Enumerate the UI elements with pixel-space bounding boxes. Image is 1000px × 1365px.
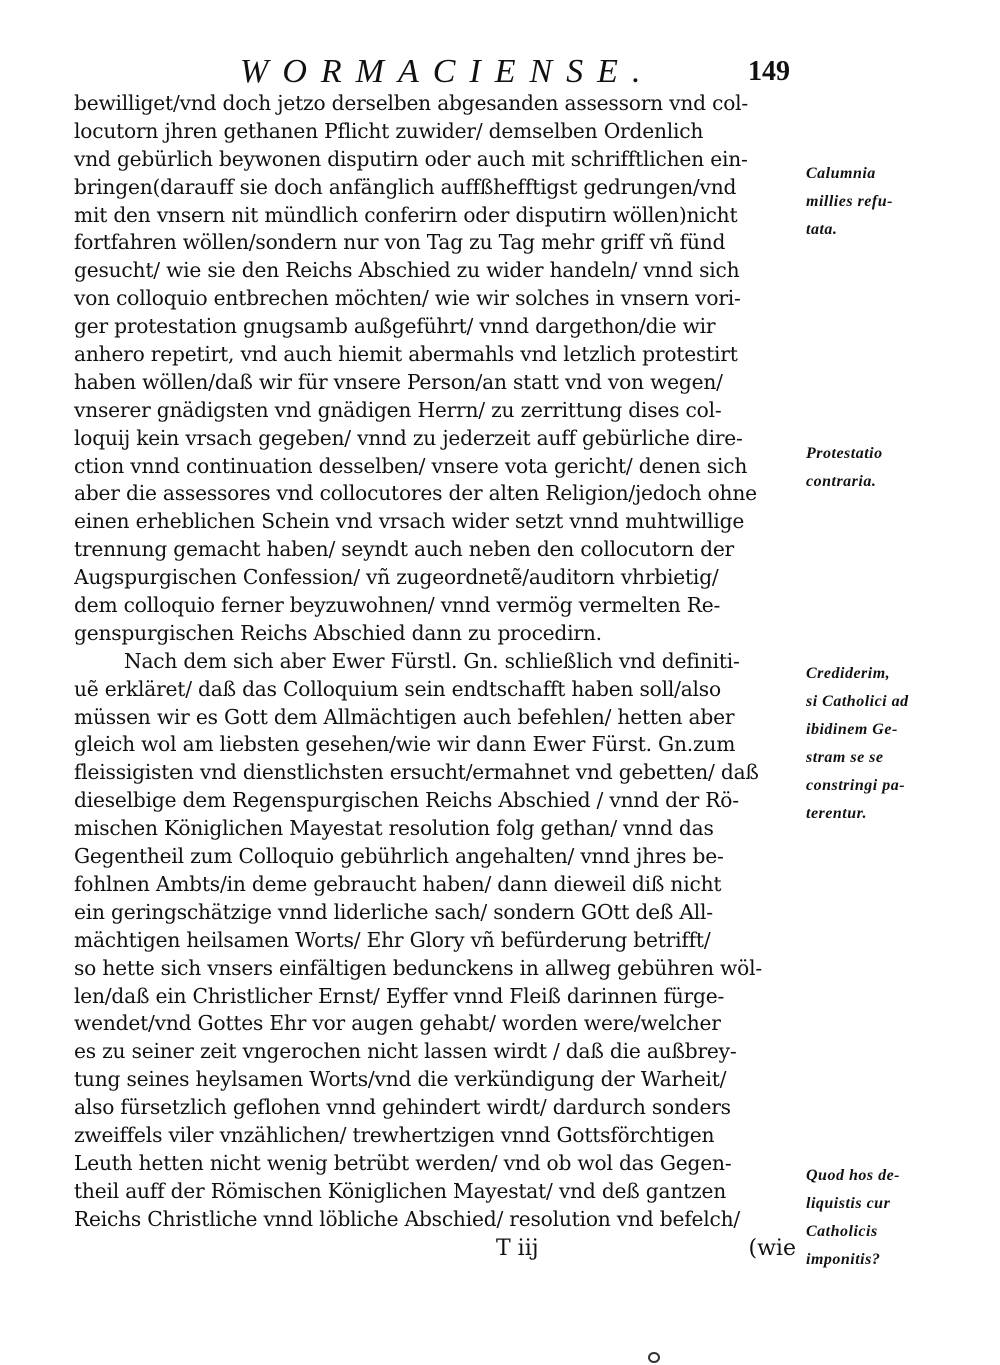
text-line: ger protestation gnugsamb außgeführt/ vnnd dargethon/die wir bbox=[74, 314, 716, 339]
text-line: ction vnnd continuation desselben/ vnsere vota gericht/ denen sich bbox=[74, 453, 748, 478]
page-number: 149 bbox=[748, 56, 790, 87]
margin-note-line: tata. bbox=[806, 221, 838, 238]
margin-note-calumnia bbox=[806, 160, 996, 244]
text-line: zweiffels viler vnzählichen/ trewhertzigen vnnd Gottsförchtigen bbox=[74, 1122, 715, 1147]
margin-note-line: Quod hos de- bbox=[806, 1167, 901, 1184]
text-line: mischen Königlichen Mayestat resolution folg gethan/ vnnd das bbox=[74, 816, 714, 841]
margin-note-line: Crediderim, bbox=[806, 665, 891, 682]
text-line: vnserer gnädigsten vnd gnädigen Herrn/ zu zerrittung dises col- bbox=[74, 397, 722, 422]
body-text bbox=[74, 90, 800, 1234]
text-line: len/daß ein Christlicher Ernst/ Eyffer vnnd Fleiß darinnen fürge- bbox=[74, 983, 725, 1008]
page-header bbox=[240, 52, 790, 92]
text-line: fohlnen Ambts/in deme gebraucht haben/ dann dieweil diß nicht bbox=[74, 871, 722, 896]
text-line: vnd gebürlich beywonen disputirn oder auch mit schrifftlichen ein- bbox=[74, 146, 748, 171]
text-line: so hette sich vnsers einfältigen bedunckens in allweg gebühren wöl- bbox=[74, 955, 762, 980]
text-line: fleissigisten vnd dienstlichsten ersucht/ermahnet vnd gebetten/ daß bbox=[74, 760, 759, 785]
text-line: einen erheblichen Schein vnd vrsach wider setzt vnnd muhtwillige bbox=[74, 509, 745, 534]
signature-mark: T iij bbox=[496, 1236, 539, 1261]
paragraph-start-line: Nach dem sich aber Ewer Fürstl. Gn. schließlich vnd definiti- bbox=[124, 648, 740, 673]
text-line: gleich wol am liebsten gesehen/wie wir dann Ewer Fürst. Gn.zum bbox=[74, 732, 736, 757]
margin-note-protestatio bbox=[806, 440, 996, 496]
text-line: genspurgischen Reichs Abschied dann zu procedirn. bbox=[74, 620, 602, 645]
text-line: es zu seiner zeit vngerochen nicht lassen wirdt / daß die außbrey- bbox=[74, 1039, 737, 1064]
text-line: dem colloquio ferner beyzuwohnen/ vnnd vermög vermelten Re- bbox=[74, 593, 721, 618]
margin-note-line: Catholicis bbox=[806, 1223, 878, 1240]
catchword: (wie bbox=[748, 1236, 796, 1261]
text-line: müssen wir es Gott dem Allmächtigen auch befehlen/ hetten aber bbox=[74, 704, 735, 729]
text-line: mit den vnsern nit mündlich conferirn oder disputirn wöllen)nicht bbox=[74, 202, 738, 227]
text-line: wendet/vnd Gottes Ehr vor augen gehabt/ worden were/welcher bbox=[74, 1011, 721, 1036]
margin-note-line: stram se se bbox=[806, 749, 884, 766]
text-line: uẽ erkläret/ daß das Colloquium sein endtschafft haben soll/also bbox=[74, 676, 721, 701]
text-line: ein geringschätzige vnnd liderliche sach/ sondern GOtt deß All- bbox=[74, 899, 713, 924]
margin-note-line: terentur. bbox=[806, 805, 867, 822]
text-line: fortfahren wöllen/sondern nur von Tag zu Tag mehr griff vñ fünd bbox=[74, 230, 726, 255]
text-line: Augspurgischen Confession/ vñ zugeordnetẽ/auditorn vhrbietig/ bbox=[74, 565, 719, 590]
text-line: locutorn jhren gethanen Pflicht zuwider/ demselben Ordenlich bbox=[74, 118, 704, 143]
text-line: anhero repetirt, vnd auch hiemit abermahls vnd letzlich protestirt bbox=[74, 342, 738, 367]
text-line: gesucht/ wie sie den Reichs Abschied zu wider handeln/ vnnd sich bbox=[74, 258, 740, 283]
text-line: dieselbige dem Regenspurgischen Reichs Abschied / vnnd der Rö- bbox=[74, 788, 739, 813]
text-line: trennung gemacht haben/ seyndt auch neben den collocutorn der bbox=[74, 537, 735, 562]
text-line: tung seines heylsamen Worts/vnd die verkündigung der Warheit/ bbox=[74, 1067, 727, 1092]
text-line: Gegentheil zum Colloquio gebührlich angehalten/ vnnd jhres be- bbox=[74, 844, 724, 869]
margin-note-line: si Catholici ad bbox=[806, 693, 909, 710]
text-line: bewilliget/vnd doch jetzo derselben abgesanden assessorn vnd col- bbox=[74, 91, 749, 115]
margin-note-line: imponitis? bbox=[806, 1251, 881, 1268]
text-line: Reichs Christliche vnnd löbliche Abschied/ resolution vnd befelch/ bbox=[74, 1206, 740, 1231]
text-line: Leuth hetten nicht wenig betrübt werden/ vnd ob wol das Gegen- bbox=[74, 1150, 732, 1175]
ink-speck bbox=[648, 1352, 660, 1363]
running-title: WORMACIENSE. bbox=[240, 53, 655, 90]
margin-note-line: liquistis cur bbox=[806, 1195, 891, 1212]
text-line: haben wöllen/daß wir für vnsere Person/an statt vnd von wegen/ bbox=[74, 369, 723, 394]
margin-note-quod-hos bbox=[806, 1162, 996, 1274]
text-line: bringen(darauff sie doch anfänglich auffßhefftigst gedrungen/vnd bbox=[74, 174, 737, 199]
text-line: loquij kein vrsach gegeben/ vnnd zu jederzeit auff gebürliche dire- bbox=[74, 425, 743, 450]
page-footer bbox=[74, 1232, 800, 1266]
margin-note-crediderim bbox=[806, 660, 996, 828]
margin-note-line: Calumnia bbox=[806, 165, 876, 182]
text-line: aber die assessores vnd collocutores der alten Religion/jedoch ohne bbox=[74, 481, 757, 506]
margin-note-line: millies refu- bbox=[806, 193, 893, 210]
text-line: theil auff der Römischen Königlichen Mayestat/ vnd deß gantzen bbox=[74, 1178, 727, 1203]
text-line: also fürsetzlich geflohen vnnd gehindert wirdt/ dardurch sonders bbox=[74, 1095, 731, 1120]
text-line: mächtigen heilsamen Worts/ Ehr Glory vñ befürderung betrifft/ bbox=[74, 927, 711, 952]
margin-notes bbox=[806, 0, 996, 1365]
text-line: von colloquio entbrechen möchten/ wie wir solches in vnsern vori- bbox=[74, 286, 741, 311]
margin-note-line: Protestatio bbox=[806, 445, 883, 462]
margin-note-line: constringi pa- bbox=[806, 777, 906, 794]
margin-note-line: ibidinem Ge- bbox=[806, 721, 898, 738]
margin-note-line: contraria. bbox=[806, 473, 877, 490]
